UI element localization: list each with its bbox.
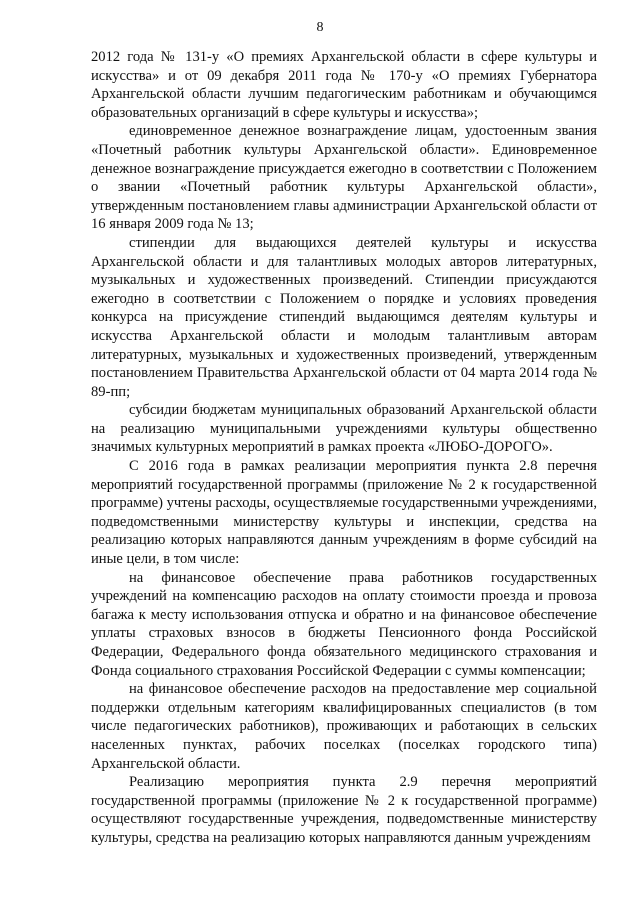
paragraph-item-2-9: Реализацию мероприятия пункта 2.9 перечня мероприятий государственной программы (приложение № 2 к государственной программе) осуществляют государственные учреждения, подведомственные министерству культуры, средства на реализацию которых направляются данным учреждениям xyxy=(91,774,597,846)
paragraph-municipal-subsidies: субсидии бюджетам муниципальных образований Архангельской области на реализацию муниципальными учреждениями культуры общественно значимых культурных мероприятий в рамках проекта «ЛЮБО-ДОРОГО». xyxy=(91,402,597,456)
paragraph-honorary-worker-reward: единовременное денежное вознаграждение лицам, удостоенным звания «Почетный работник культуры Архангельской области». Единовременное денежное вознаграждение присуждается ежегодно в соответствии с Положением о звании «Почетный работник культуры Архангельской области», утвержденным постановлением главы администрации Архангельской области от 16 января 2009 года № 13; xyxy=(91,123,597,233)
paragraph-stipends: стипендии для выдающихся деятелей культуры и искусства Архангельской области и для талантливых молодых авторов литературных, музыкальных и художественных произведений. Стипендии присуждаются ежегодно в соответствии с Положением о порядке и условиях проведения конкурса на присуждение стипендий выдающимся деятелям культуры и искусства Архангельской области и молодым талантливым авторам литературных, музыкальных и художественных произведений, утвержденным постановлением Правительства Архангельской области от 04 марта 2014 года № 89-пп; xyxy=(91,234,597,400)
page-number: 8 xyxy=(316,20,324,35)
paragraph-travel-compensation: на финансовое обеспечение права работников государственных учреждений на компенсацию расходов на оплату стоимости проезда и провоза багажа к месту использования отпуска и обратно и на финансовое обеспечение уплаты страховых взносов в бюджеты Пенсионного фонда Российской Федерации, Федерального фонда обязательного медицинского страхования и Фонда социального страхования Российской Федерации с суммы компенсации; xyxy=(91,569,597,679)
paragraph-premiums-continuation: 2012 года № 131-у «О премиях Архангельской области в сфере культуры и искусства» и от 09 декабря 2011 года № 170-у «О премиях Губернатора Архангельской области лучшим педагогическим работникам и обучающимся образовательных организаций в сфере культуры и искусства»; xyxy=(91,49,597,121)
document-body xyxy=(91,48,597,848)
paragraph-item-2-8: С 2016 года в рамках реализации мероприятия пункта 2.8 перечня мероприятий государственной программы (приложение № 2 к государственной программе) учтены расходы, осуществляемые государственными учреждениями, подведомственными министерству культуры и инспекции, средства на реализацию которых направляются данным учреждениям в форме субсидий на иные цели, в том числе: xyxy=(91,458,597,568)
paragraph-social-support: на финансовое обеспечение расходов на предоставление мер социальной поддержки отдельным категориям квалифицированных специалистов (в том числе педагогических работников), проживающих и работающих в сельских населенных пунктах, рабочих поселках (поселках городского типа) Архангельской области. xyxy=(91,681,597,772)
